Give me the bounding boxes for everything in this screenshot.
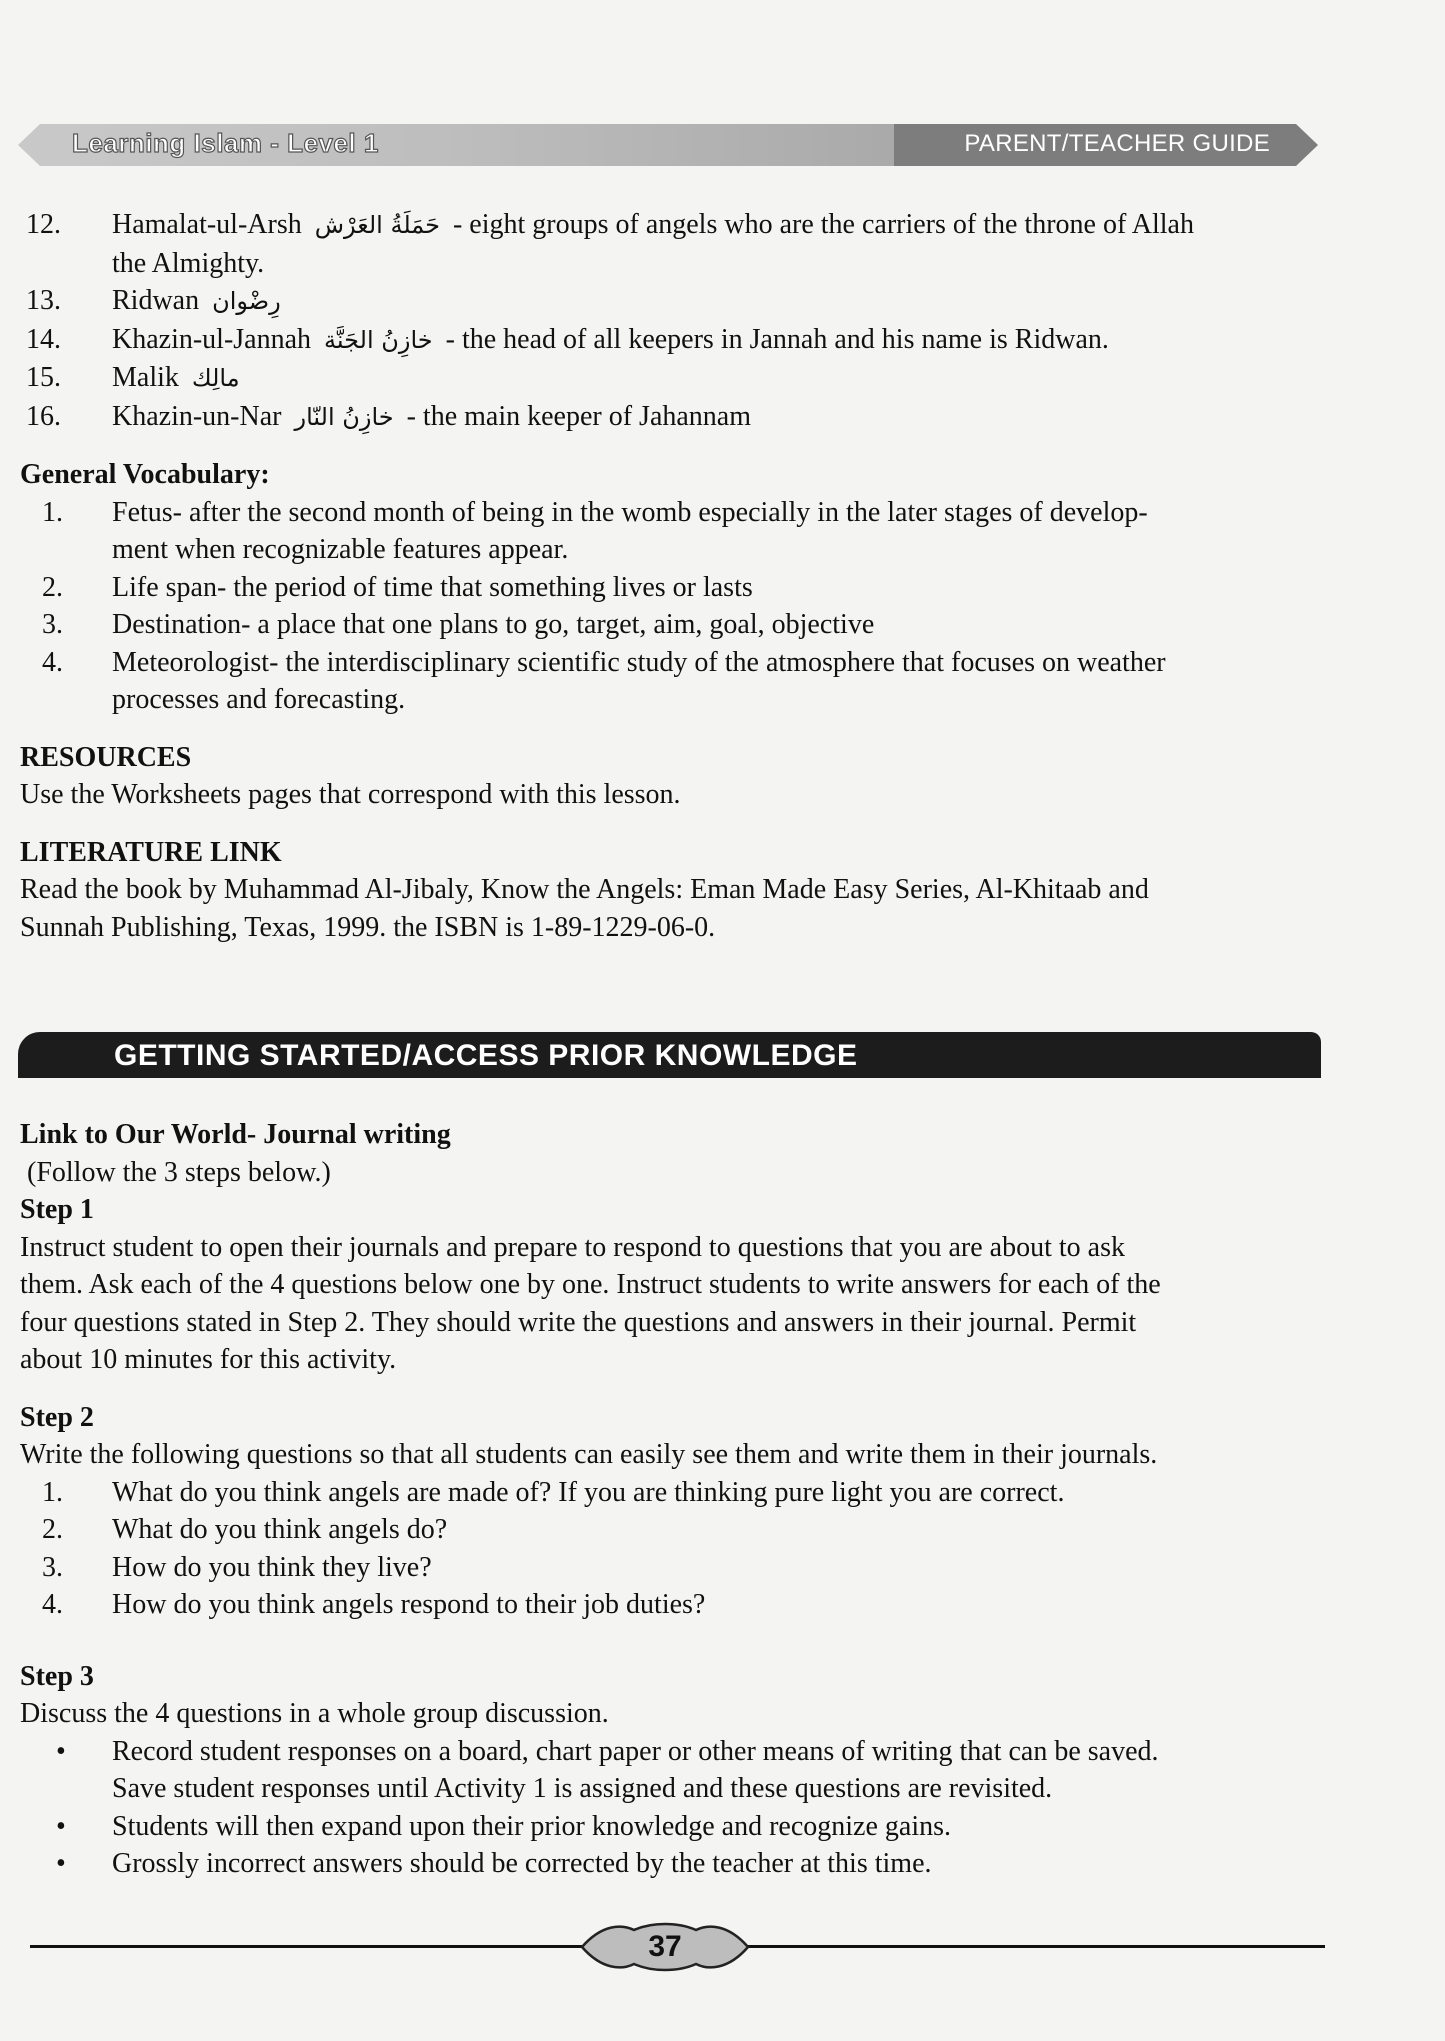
vocab-number: 3. [42,609,63,640]
angel-arabic-name: حَمَلَةُ العَرْش [314,211,440,239]
header-banner [18,120,1318,170]
angel-name: Malik [112,362,179,393]
vocab-heading: General Vocabulary: [20,459,270,490]
bullet-icon: • [56,1735,66,1767]
literature-text: Read the book by Muhammad Al-Jibaly, Know the Angels: Eman Made Easy Series, Al-Khitaab and [20,874,1149,905]
list-item [20,398,1310,437]
journal-section [20,1116,1320,1883]
question-number: 4. [42,1589,63,1620]
bullet-item [20,1733,1320,1808]
angel-name: Khazin-un-Nar [112,400,282,432]
step1-heading: Step 1 [20,1194,94,1225]
question-text: How do you think angels respond to their job duties? [112,1589,706,1620]
step1-line: four questions stated in Step 2. They should write the questions and answers in their journal. Permit [20,1306,1137,1338]
resources-heading: RESOURCES [20,741,192,773]
question-text: What do you think angels are made of? If you are thinking pure light you are correct. [112,1476,1065,1508]
bullet-item [20,1845,1320,1883]
angel-name: Hamalat-ul-Arsh [112,209,302,240]
bullet-text: Students will then expand upon their prior knowledge and recognize gains. [112,1810,952,1842]
question-text: How do you think they live? [112,1551,432,1583]
list-item [20,282,1310,321]
angel-description-cont: the Almighty. [112,247,265,279]
vocab-item [20,494,1310,569]
step3-intro: Discuss the 4 questions in a whole group discussion. [20,1698,609,1729]
vocab-text: Fetus- after the second month of being in the womb especially in the later stages of develop- [112,496,1148,528]
vocab-number: 2. [42,571,63,603]
angel-description: - the main keeper of Jahannam [406,400,752,432]
angel-arabic-name: خازِنُ النّار [294,402,394,431]
question-item [20,1511,1320,1549]
resources-text: Use the Worksheets pages that correspond with this lesson. [20,779,681,810]
vocab-text: Meteorologist- the interdisciplinary scientific study of the atmosphere that focuses on weather [112,646,1166,678]
angel-arabic-name: خازِنُ الجَنَّة [324,325,433,354]
angel-arabic-name: مالِك [191,364,240,392]
vocab-text: Destination- a place that one plans to go, target, aim, goal, objective [112,609,875,640]
vocab-item [20,606,1310,644]
question-number: 3. [42,1551,63,1583]
question-item [20,1474,1320,1512]
angel-name: Khazin-ul-Jannah [112,323,312,355]
vocab-item [20,644,1310,719]
bullet-text: Grossly incorrect answers should be corrected by the teacher at this time. [112,1848,932,1879]
list-number: 15. [26,362,61,393]
list-number: 16. [26,400,61,432]
list-number: 13. [26,285,61,316]
question-text: What do you think angels do? [112,1514,448,1545]
angel-description: - the head of all keepers in Jannah and his name is Ridwan. [445,323,1109,355]
bullet-icon: • [56,1848,66,1879]
list-item [20,359,1310,398]
step2-heading: Step 2 [20,1401,94,1433]
section-title-bar: GETTING STARTED/ACCESS PRIOR KNOWLEDGE [18,1032,1321,1078]
guide-type-title: PARENT/TEACHER GUIDE [964,130,1270,157]
question-number: 1. [42,1476,63,1508]
literature-heading: LITERATURE LINK [20,836,282,868]
step1-line: Instruct student to open their journals and prepare to respond to questions that you are about to ask [20,1231,1125,1263]
step3-heading: Step 3 [20,1660,94,1692]
vocab-text-cont: ment when recognizable features appear. [112,534,569,565]
page-number-badge [572,1922,758,1972]
angel-name: Ridwan [112,285,200,316]
question-item [20,1586,1320,1624]
bullet-item [20,1808,1320,1846]
list-item [20,321,1310,360]
literature-text-cont: Sunnah Publishing, Texas, 1999. the ISBN is 1-89-1229-06-0. [20,911,716,943]
list-number: 12. [26,209,61,240]
list-number: 14. [26,323,61,355]
bullet-text-cont: Save student responses until Activity 1 is assigned and these questions are revisited. [112,1773,1053,1804]
list-item [20,206,1310,282]
angel-description: - eight groups of angels who are the carriers of the throne of Allah [452,209,1194,240]
vocab-number: 4. [42,646,63,678]
page-number: 37 [648,1930,682,1963]
question-item [20,1549,1320,1587]
bullet-text: Record student responses on a board, chart paper or other means of writing that can be saved. [112,1735,1159,1767]
vocab-text: Life span- the period of time that something lives or lasts [112,571,753,603]
vocab-text-cont: processes and forecasting. [112,684,406,715]
vocab-number: 1. [42,496,63,528]
angels-and-vocab-section [20,206,1310,946]
journal-note: (Follow the 3 steps below.) [20,1156,331,1188]
vocab-item [20,569,1310,607]
step1-line: them. Ask each of the 4 questions below one by one. Instruct students to write answers for each of the [20,1269,1161,1300]
guide-series-title: Learning Islam - Level 1 [72,128,379,158]
bullet-icon: • [56,1810,66,1842]
angel-arabic-name: رِضْوان [212,287,281,315]
question-number: 2. [42,1514,63,1545]
step1-line: about 10 minutes for this activity. [20,1344,397,1375]
journal-heading: Link to Our World- Journal writing [20,1119,451,1150]
step2-intro: Write the following questions so that all students can easily see them and write them in their journals. [20,1439,1158,1470]
